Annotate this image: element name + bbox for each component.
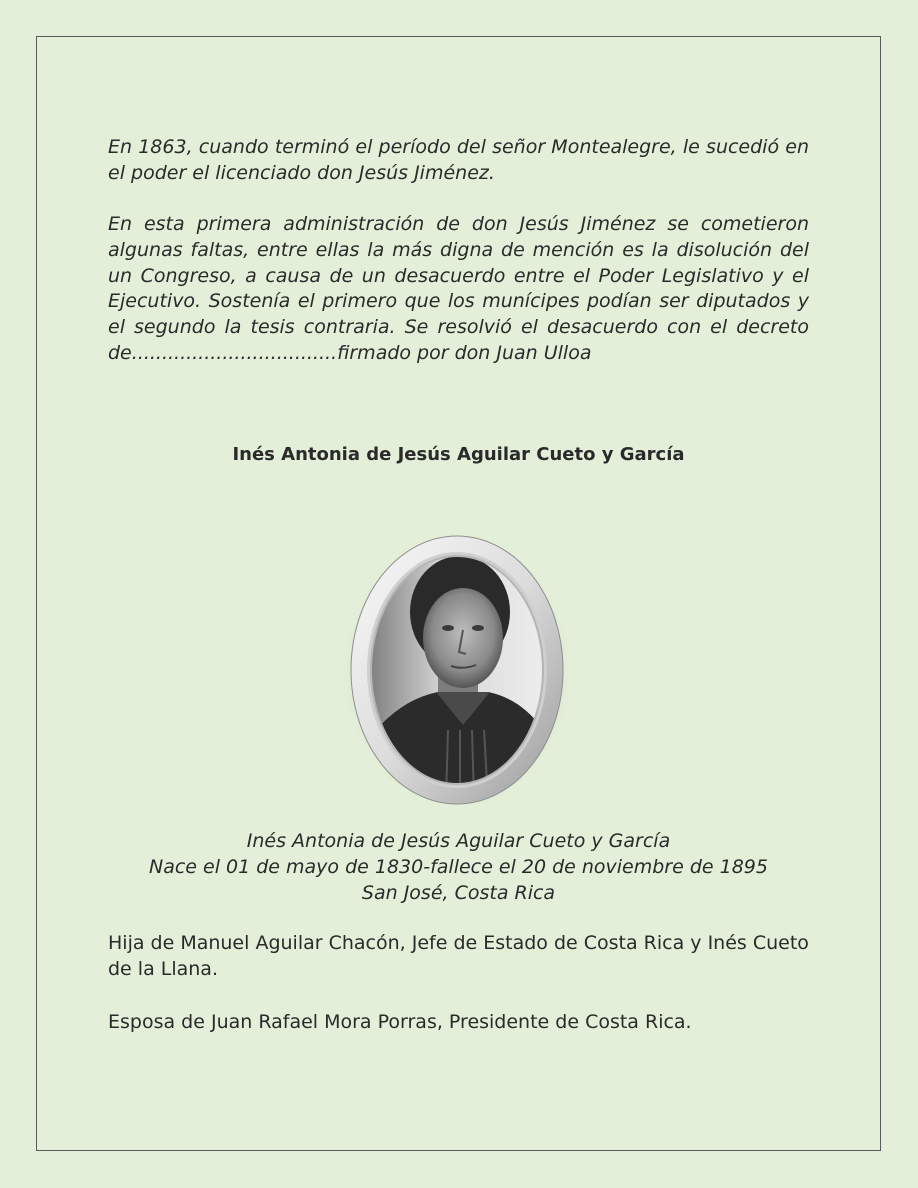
caption-place: San José, Costa Rica — [361, 882, 556, 904]
spouse-paragraph: Esposa de Juan Rafael Mora Porras, Presidente de Costa Rica. — [108, 1011, 692, 1033]
portrait-frame — [338, 530, 576, 810]
caption-dates: Nace el 01 de mayo de 1830-fallece el 20 de noviembre de 1895 — [148, 856, 768, 878]
parents-paragraph: Hija de Manuel Aguilar Chacón, Jefe de Estado de Costa Rica y Inés Cueto de la Llana. — [108, 932, 809, 980]
administration-paragraph: En esta primera administración de don Jesús Jiménez se cometieron algunas faltas, entre ellas la más digna de mención es la disolución del un Congreso, a causa de un desacuerdo entre el Poder Legislativo y el Ejecutivo. Sostenía el primero que los munícipes podían ser diputados y el segundo la tesis contraria. Se resolvió el desacuerdo con el decreto de..................................firmado por don Juan Ulloa — [108, 213, 809, 364]
section-heading: Inés Antonia de Jesús Aguilar Cueto y García — [232, 444, 685, 465]
portrait-caption — [108, 828, 809, 906]
caption-name: Inés Antonia de Jesús Aguilar Cueto y García — [246, 830, 671, 852]
portrait-photo — [338, 530, 576, 810]
intro-paragraph: En 1863, cuando terminó el período del señor Montealegre, le sucedió en el poder el licenciado don Jesús Jiménez. — [108, 136, 809, 184]
